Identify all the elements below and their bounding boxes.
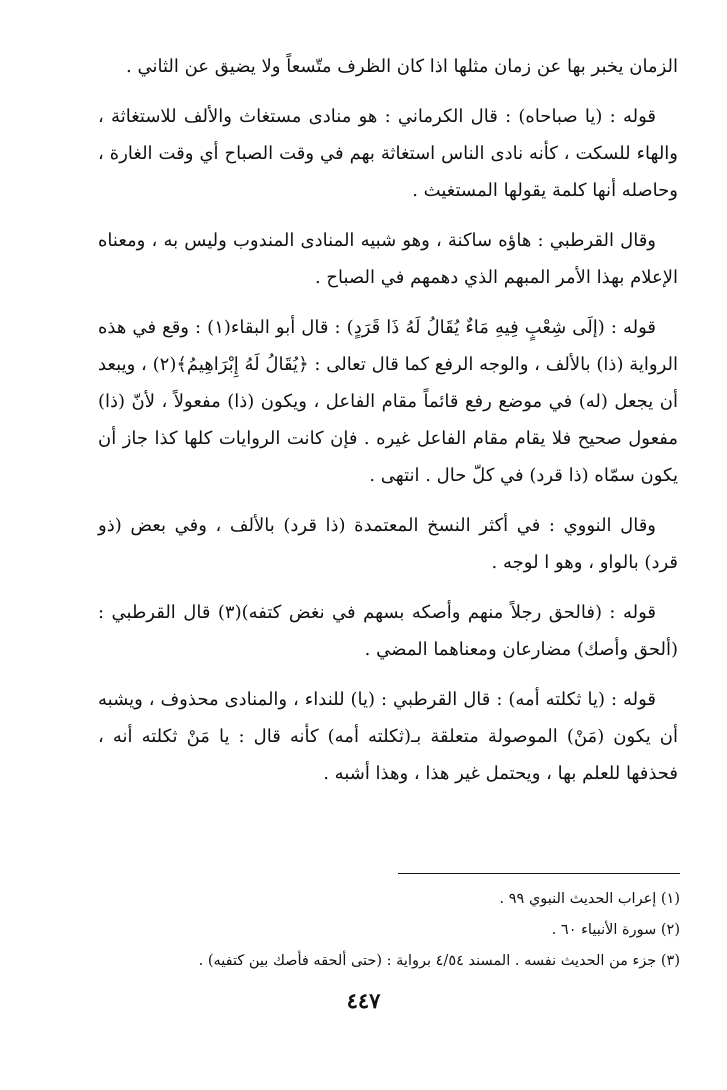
paragraph-dha-qarad: قوله : (إلَى شِعْبٍ فِيهِ مَاءٌ يُقَالُ لَهُ ذَا قَرَدٍ) : قال أبو البقاء(١) : وقع في هذه الرواية (ذا) بالألف ، والوجه الرفع كما قال تعالى : ﴿يُقَالُ لَهُ إِبْرَاهِيمُ﴾(٢) ، ويبعد أن يجعل (له) في موضع رفع قائماً مقام الفاعل ، ويكون (ذا) مفعولاً ، لأنّ (ذا) مفعول صحيح فلا يقام مقام الفاعل غيره . فإن كانت الروايات كلها كذا جاز أن يكون سمّاه (ذا قرد) في كلّ حال . انتهى . — [98, 317, 679, 486]
footnotes — [120, 884, 680, 977]
paragraph-ya-thakilathu: قوله : (يا ثكلته أمه) : قال القرطبي : (يا) للنداء ، والمنادى محذوف ، ويشبه أن يكون (مَنْ) الموصولة متعلقة بـ(ثكلته أمه) كأنه قال : يا مَنْ ثكلته أنه ، فحذفها للعلم بها ، ويحتمل غير هذا ، وهذا أشبه . — [98, 689, 678, 784]
footnote-separator — [398, 873, 680, 874]
paragraph-continuation: الزمان يخبر بها عن زمان مثلها اذا كان الظرف متّسعاً ولا يضيق عن الثاني . — [126, 56, 678, 77]
footnote-3: (٣) جزء من الحديث نفسه . المسند ٤/٥٤ برواية : (حتى ألحقه فأصك بين كتفيه) . — [198, 953, 680, 969]
page-number: ٤٤٧ — [346, 988, 381, 1013]
footnote-1: (١) إعراب الحديث النبوي ٩٩ . — [499, 891, 680, 907]
main-text — [98, 48, 678, 805]
paragraph-nawawi: وقال النووي : في أكثر النسخ المعتمدة (ذا قرد) بالألف ، وفي بعض (ذو قرد) بالواو ، وهو ا لوجه . — [98, 515, 678, 573]
paragraph-alhaq-rajulan: قوله : (فالحق رجلاً منهم وأصكه بسهم في نغض كتفه)(٣) قال القرطبي : (ألحق وأصك) مضارعان ومعناهما المضي . — [98, 602, 678, 660]
paragraph-qurtubi-haa: وقال القرطبي : هاؤه ساكنة ، وهو شبيه المنادى المندوب وليس به ، ومعناه الإعلام بهذا الأمر المبهم الذي دهمهم في الصباح . — [98, 230, 678, 288]
footnote-2: (٢) سورة الأنبياء ٦٠ . — [551, 922, 680, 938]
paragraph-ya-sabahah: قوله : (يا صباحاه) : قال الكرماني : هو منادى مستغاث والألف للاستغاثة ، والهاء للسكت ، كأنه نادى الناس استغاثة بهم في وقت الصباح أي وقت الغارة ، وحاصله أنها كلمة يقولها المستغيث . — [98, 106, 678, 201]
